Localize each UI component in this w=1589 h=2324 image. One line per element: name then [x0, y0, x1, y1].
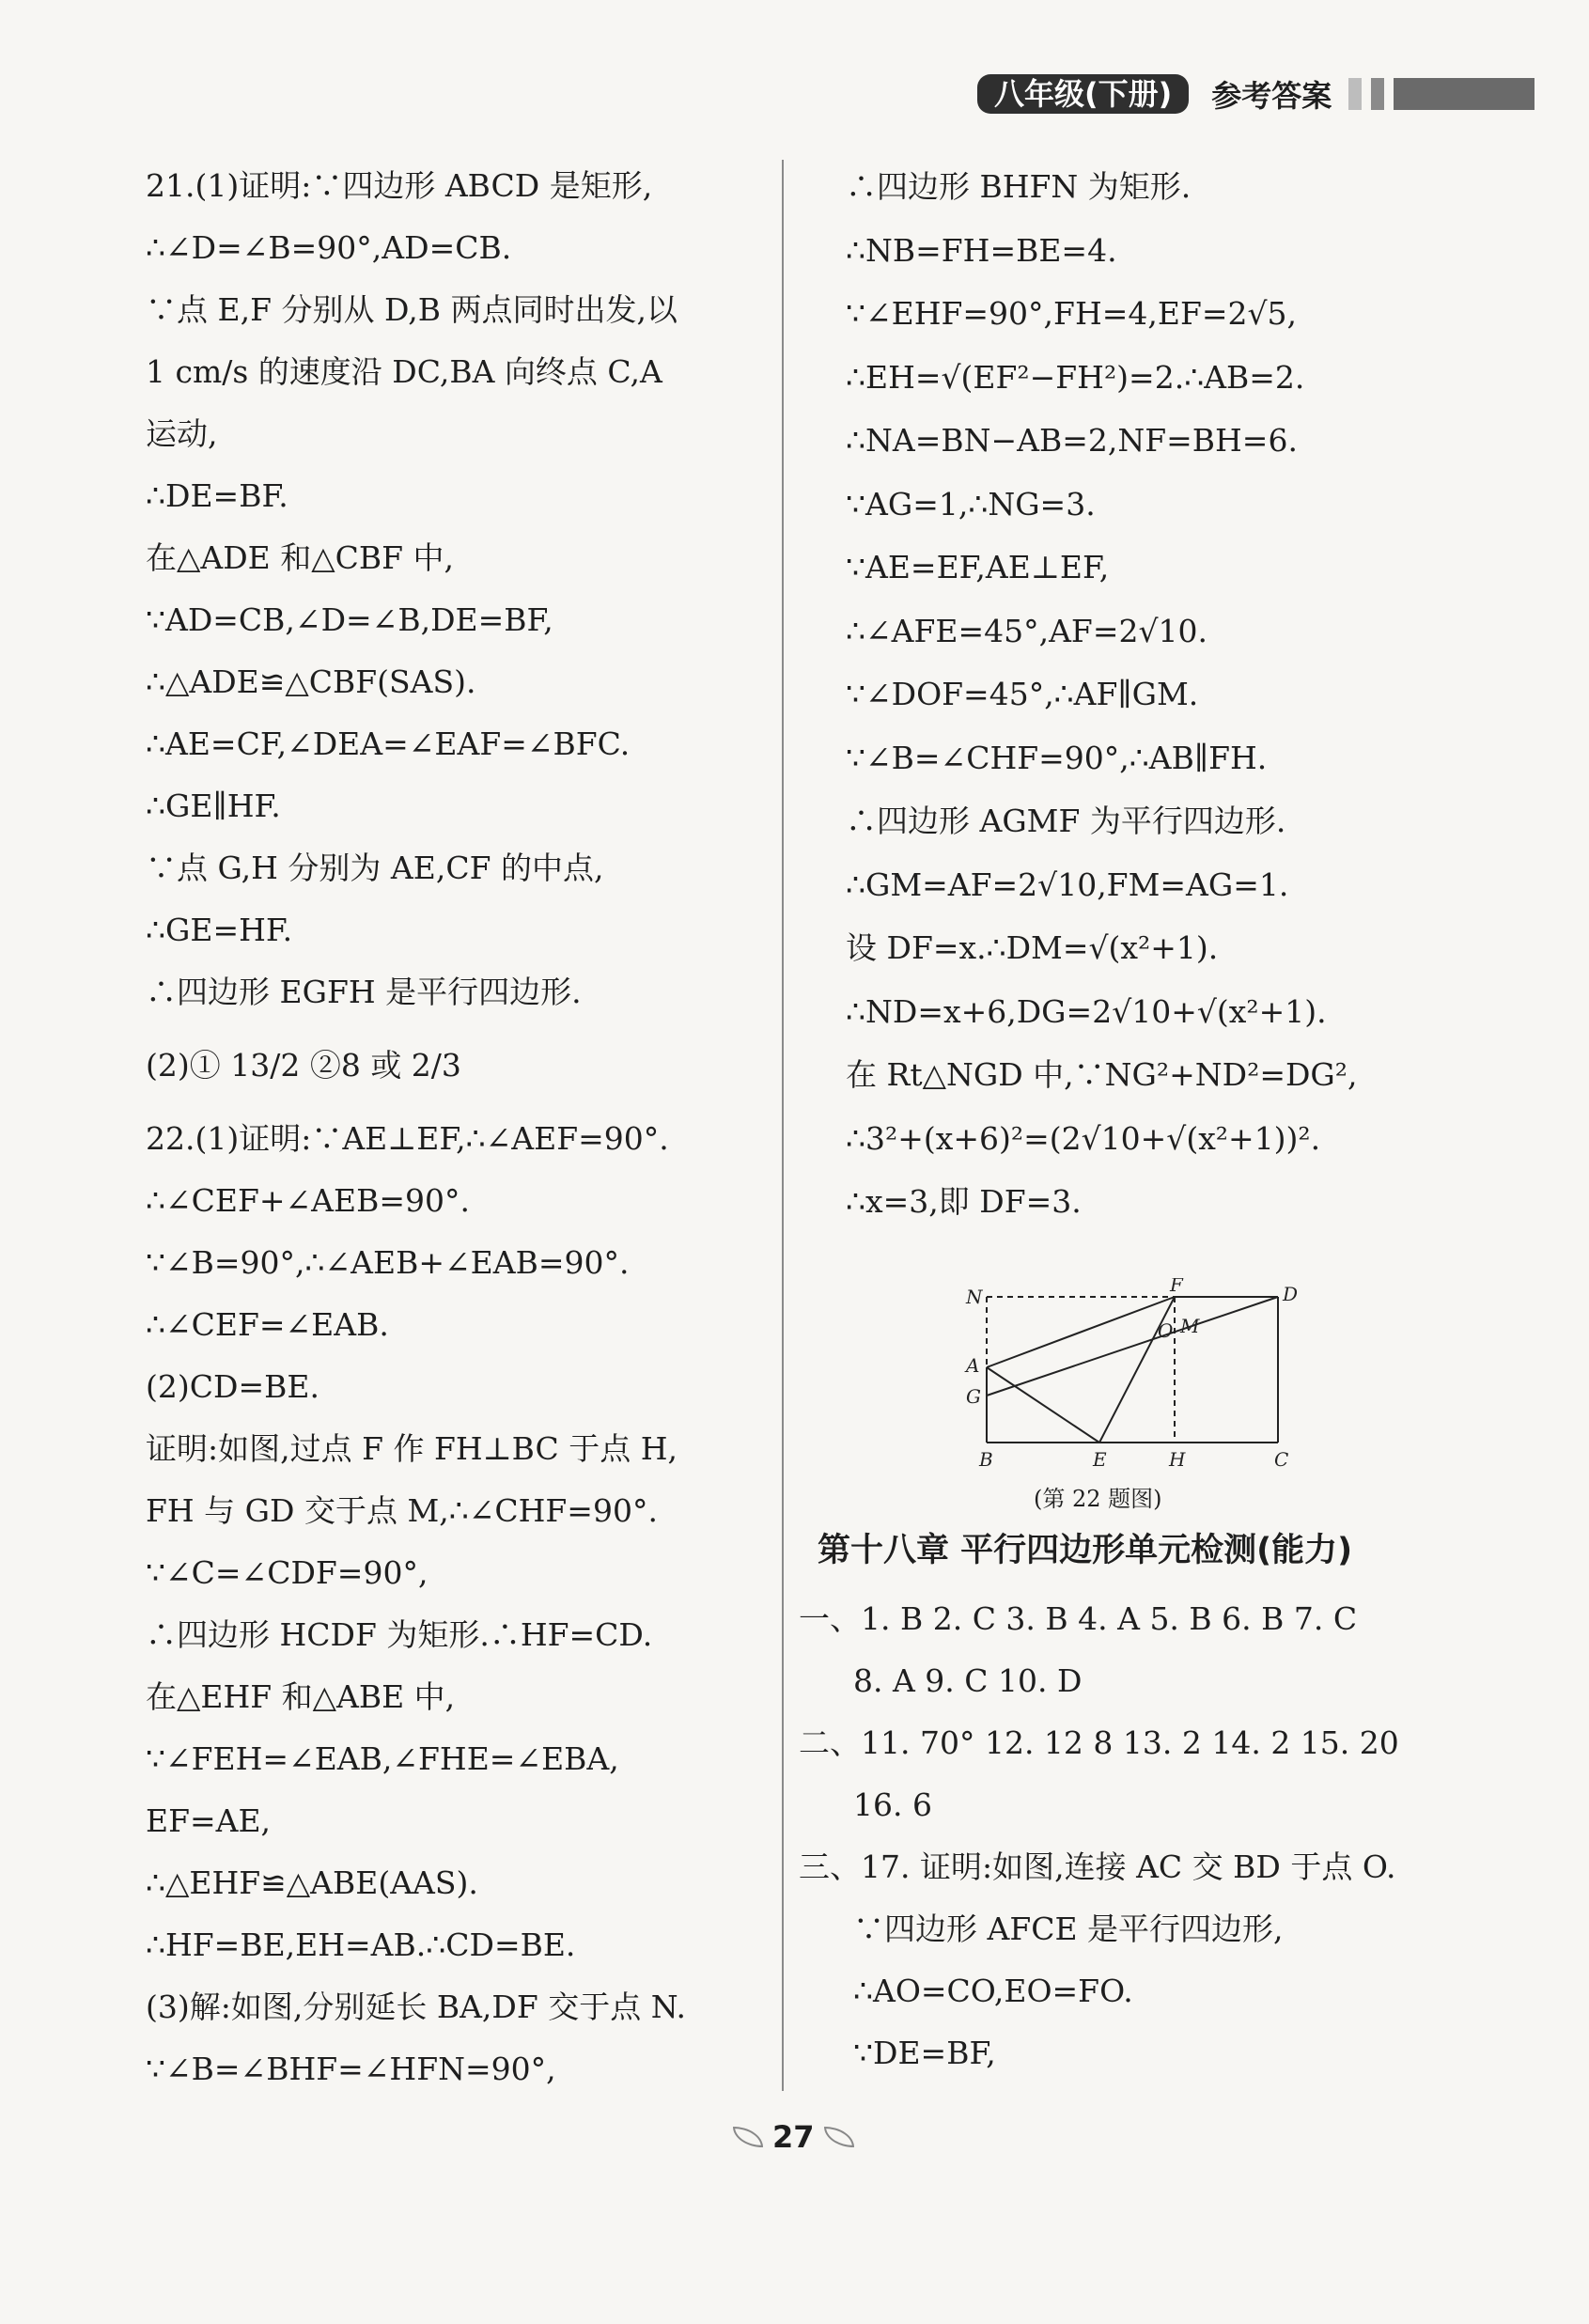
page-header: [977, 73, 1534, 115]
page-number-text: 27: [772, 2119, 815, 2155]
answer-line: ∵DE=BF,: [853, 2035, 996, 2071]
leaf-icon: [824, 2127, 854, 2147]
text-line: ∵∠EHF=90°,FH=4,EF=2√5,: [846, 295, 1297, 332]
answer-line: 16. 6: [853, 1786, 932, 1823]
figure-label: M: [1180, 1315, 1200, 1337]
answer-line: ∵四边形 AFCE 是平行四边形,: [853, 1911, 1284, 1947]
left-column: [146, 155, 766, 2100]
figure-label: B: [979, 1448, 993, 1471]
header-bar: [1371, 78, 1384, 110]
text-line: ∵AD=CB,∠D=∠B,DE=BF,: [146, 601, 553, 638]
figure-label: H: [1169, 1448, 1186, 1471]
text-line: ∴∠AFE=45°,AF=2√10.: [846, 612, 1207, 649]
text-line: ∵∠B=∠CHF=90°,∴AB∥FH.: [846, 739, 1268, 776]
text-line: ∴GE=HF.: [146, 912, 293, 948]
text-line: ∴GE∥HF.: [146, 788, 281, 824]
text-line: 在△EHF 和△ABE 中,: [146, 1678, 456, 1715]
text-line: ∴△ADE≌△CBF(SAS).: [146, 663, 476, 700]
header-bar: [1394, 78, 1534, 110]
text-line: ∴四边形 HCDF 为矩形.∴HF=CD.: [146, 1616, 653, 1653]
section-title: 参考答案: [1211, 78, 1332, 114]
text-line: ∴△EHF≌△ABE(AAS).: [146, 1864, 478, 1901]
segment-AF: [987, 1297, 1175, 1367]
text-line: ∴四边形 AGMF 为平行四边形.: [846, 803, 1286, 839]
column-divider: [782, 160, 784, 2091]
answer-line: 一、1. B 2. C 3. B 4. A 5. B 6. B 7. C: [799, 1600, 1358, 1637]
text-line: 运动,: [146, 415, 218, 452]
text-line: ∴ND=x+6,DG=2√10+√(x²+1).: [846, 992, 1327, 1030]
segment-AE: [987, 1367, 1099, 1443]
text-line: 在 Rt△NGD 中,∵NG²+ND²=DG²,: [846, 1056, 1358, 1093]
chapter-title: 第十八章 平行四边形单元检测(能力): [818, 1532, 1353, 1569]
text-line: ∵∠B=∠BHF=∠HFN=90°,: [146, 2051, 556, 2087]
geometry-figure: [958, 1278, 1306, 1475]
text-line: ∴3²+(x+6)²=(2√10+√(x²+1))².: [846, 1119, 1321, 1157]
text-line: ∵点 E,F 分别从 D,B 两点同时出发,以: [146, 291, 678, 328]
figure-label: D: [1283, 1283, 1299, 1305]
text-line: ∴∠D=∠B=90°,AD=CB.: [146, 229, 512, 266]
text-line: ∴四边形 EGFH 是平行四边形.: [146, 974, 582, 1010]
page-number: [733, 2119, 854, 2155]
figure-label: G: [966, 1385, 981, 1408]
text-line: ∴∠CEF=∠EAB.: [146, 1306, 389, 1343]
text-line: ∴AE=CF,∠DEA=∠EAF=∠BFC.: [146, 725, 631, 762]
text-line: ∵∠DOF=45°,∴AF∥GM.: [846, 676, 1199, 712]
text-line: ∵点 G,H 分别为 AE,CF 的中点,: [146, 850, 604, 886]
answer-line: 二、11. 70° 12. 12 8 13. 2 14. 2 15. 20: [799, 1724, 1399, 1761]
grade-label: 八年级(下册): [977, 74, 1189, 114]
text-line: 在△ADE 和△CBF 中,: [146, 539, 455, 576]
text-line: ∴四边形 BHFN 为矩形.: [846, 168, 1192, 205]
text-line: ∵AG=1,∴NG=3.: [846, 485, 1096, 523]
text-line: ∴HF=BE,EH=AB.∴CD=BE.: [146, 1926, 576, 1963]
text-line: 21.(1)证明:∵四边形 ABCD 是矩形,: [146, 167, 653, 204]
text-line: ∴∠CEF+∠AEB=90°.: [146, 1182, 470, 1219]
text-line: 1 cm/s 的速度沿 DC,BA 向终点 C,A: [146, 353, 662, 390]
fraction-answer-line: (2)① 13/2 ②8 或 2/3: [146, 1047, 461, 1084]
text-line: 证明:如图,过点 F 作 FH⊥BC 于点 H,: [146, 1430, 678, 1467]
answer-line: 三、17. 证明:如图,连接 AC 交 BD 于点 O.: [799, 1848, 1396, 1885]
text-line: ∴DE=BF.: [146, 477, 288, 514]
text-line: (3)解:如图,分别延长 BA,DF 交于点 N.: [146, 1989, 687, 2025]
text-line: ∴NB=FH=BE=4.: [846, 231, 1117, 269]
text-line: (2)CD=BE.: [146, 1368, 319, 1405]
figure-label: A: [966, 1354, 980, 1377]
right-column: [846, 155, 1466, 1234]
text-line: ∴GM=AF=2√10,FM=AG=1.: [846, 866, 1289, 903]
figure-label: C: [1274, 1448, 1289, 1471]
figure-caption: (第 22 题图): [1034, 1486, 1162, 1512]
figure-label: F: [1170, 1278, 1183, 1296]
figure-label: O: [1158, 1319, 1174, 1342]
leaf-icon: [733, 2127, 763, 2147]
figure-label: E: [1093, 1448, 1107, 1471]
answer-section: [799, 1588, 1475, 2084]
text-line: 22.(1)证明:∵AE⊥EF,∴∠AEF=90°.: [146, 1120, 669, 1157]
text-line: ∴x=3,即 DF=3.: [846, 1183, 1082, 1220]
header-bar: [1348, 78, 1362, 110]
figure-label: N: [966, 1286, 983, 1308]
text-line: ∴NA=BN−AB=2,NF=BH=6.: [846, 422, 1298, 459]
text-line: FH 与 GD 交于点 M,∴∠CHF=90°.: [146, 1492, 658, 1529]
text-line: ∵AE=EF,AE⊥EF,: [846, 549, 1110, 585]
text-line: ∵∠C=∠CDF=90°,: [146, 1554, 428, 1591]
text-line: EF=AE,: [146, 1802, 272, 1839]
text-line: 设 DF=x.∴DM=√(x²+1).: [846, 929, 1219, 966]
answer-line: ∴AO=CO,EO=FO.: [853, 1973, 1133, 2009]
answer-line: 8. A 9. C 10. D: [853, 1662, 1083, 1699]
text-line: ∵∠B=90°,∴∠AEB+∠EAB=90°.: [146, 1244, 630, 1281]
text-line: ∵∠FEH=∠EAB,∠FHE=∠EBA,: [146, 1740, 619, 1777]
text-line: ∴EH=√(EF²−FH²)=2.∴AB=2.: [846, 358, 1305, 396]
